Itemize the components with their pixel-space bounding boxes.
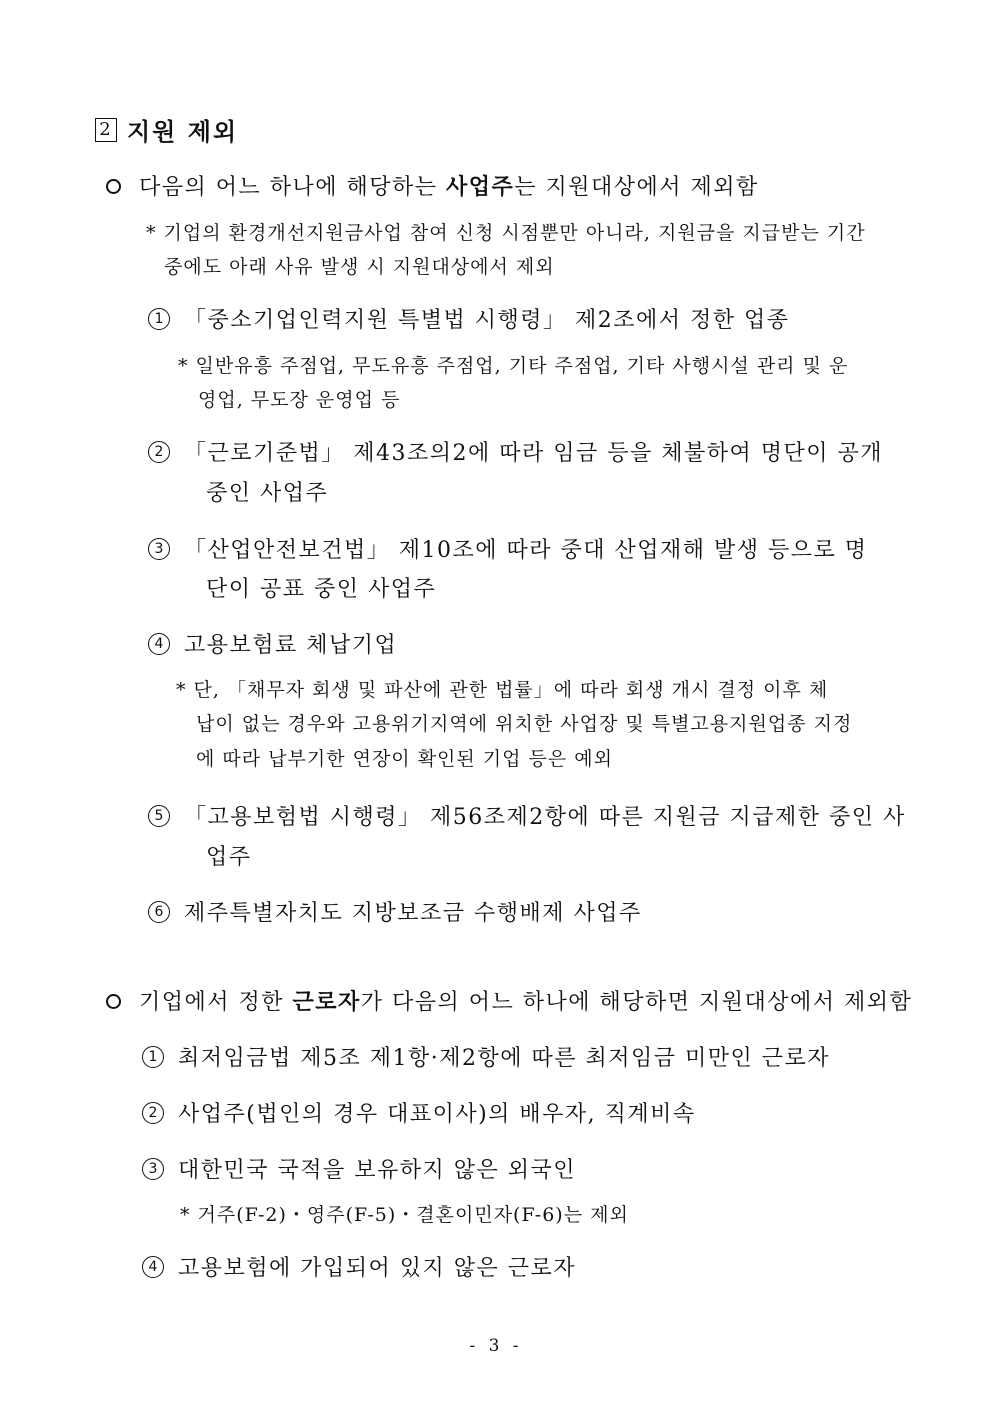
item-5-line2: 업주 [206,845,252,870]
circled-number: 4 [148,633,170,655]
hollow-circle-bullet-icon [106,179,121,194]
item-text: 「고용보험법 시행령」 제56조제2항에 따른 지원금 지급제한 중인 사 [184,805,906,830]
section-title: 지원 제외 [127,117,239,146]
worker-item-1 [142,1041,830,1072]
exclusion-item-3 [148,533,868,564]
circled-number: 1 [148,308,170,330]
exclusion-item-1 [148,303,790,334]
bullet-text-pre: 기업에서 정한 [139,990,293,1015]
item-text: 최저임금법 제5조 제1항·제2항에 따른 최저임금 미만인 근로자 [178,1046,830,1071]
item-4-note-line1: * 단, 「채무자 회생 및 파산에 관한 법률」에 따라 회생 개시 결정 이후 체 [176,679,829,701]
circled-number: 6 [148,901,170,923]
item-text: 사업주(법인의 경우 대표이사)의 배우자, 직계비속 [178,1102,696,1127]
item-text: 고용보험에 가입되어 있지 않은 근로자 [178,1256,577,1281]
bullet1-note [146,218,896,245]
circled-number: 5 [148,805,170,827]
exclusion-item-4 [148,628,397,659]
bullet-text-bold: 근로자 [292,989,361,1015]
circled-number: 3 [148,538,170,560]
note-text: * 기업의 환경개선지원금사업 참여 신청 시점뿐만 아니라, 지원금을 지급받는 기간 [146,222,866,244]
bullet-text-bold: 사업주 [446,174,515,200]
exclusion-item-5 [148,800,906,831]
item-1-note-line2: 영업, 무도장 운영업 등 [198,389,401,411]
item-3-line2: 단이 공표 중인 사업주 [206,577,437,602]
note-line [146,218,896,245]
worker-item-3-note: * 거주(F-2)・영주(F-5)・결혼이민자(F-6)는 제외 [180,1204,629,1226]
worker-item-3 [142,1153,576,1184]
item-text: 제주특별자치도 지방보조금 수행배제 사업주 [184,901,642,926]
item-text: 「산업안전보건법」 제10조에 따라 중대 산업재해 발생 등으로 명 [184,538,868,563]
item-1-note-line1: * 일반유흥 주점업, 무도유흥 주점업, 기타 주점업, 기타 사행시설 관리 및 운 [178,355,849,377]
item-text: 「근로기준법」 제43조의2에 따라 임금 등을 체불하여 명단이 공개 [184,441,883,466]
section-heading [95,112,238,147]
bullet-text-post: 가 다음의 어느 하나에 해당하면 지원대상에서 제외함 [360,990,913,1015]
worker-item-2 [142,1097,696,1128]
circled-number: 2 [148,441,170,463]
bullet-text-pre: 다음의 어느 하나에 해당하는 [139,175,446,200]
bullet-worker-exclusion [106,985,912,1016]
bullet-text-post: 는 지원대상에서 제외함 [514,175,759,200]
circled-number: 1 [142,1046,164,1068]
circled-number: 3 [142,1158,164,1180]
page-number: - 3 - [469,1336,523,1356]
exclusion-item-6 [148,896,642,927]
worker-item-4 [142,1251,576,1282]
item-text: 「중소기업인력지원 특별법 시행령」 제2조에서 정한 업종 [184,308,790,333]
circled-number: 4 [142,1256,164,1278]
item-4-note-line2: 납이 없는 경우와 고용위기지역에 위치한 사업장 및 특별고용지원업종 지정 [196,713,853,735]
item-2-line2: 중인 사업주 [206,481,329,506]
hollow-circle-bullet-icon [106,994,121,1009]
section-number-box: 2 [95,118,117,142]
item-text: 고용보험료 체납기업 [184,633,398,658]
item-text: 대한민국 국적을 보유하지 않은 외국인 [178,1158,577,1183]
exclusion-item-2 [148,436,883,467]
item-4-note-line3: 에 따라 납부기한 연장이 확인된 기업 등은 예외 [196,748,614,770]
circled-number: 2 [142,1102,164,1124]
bullet-employer-exclusion [106,170,759,201]
bullet1-note-cont: 중에도 아래 사유 발생 시 지원대상에서 제외 [164,256,555,278]
